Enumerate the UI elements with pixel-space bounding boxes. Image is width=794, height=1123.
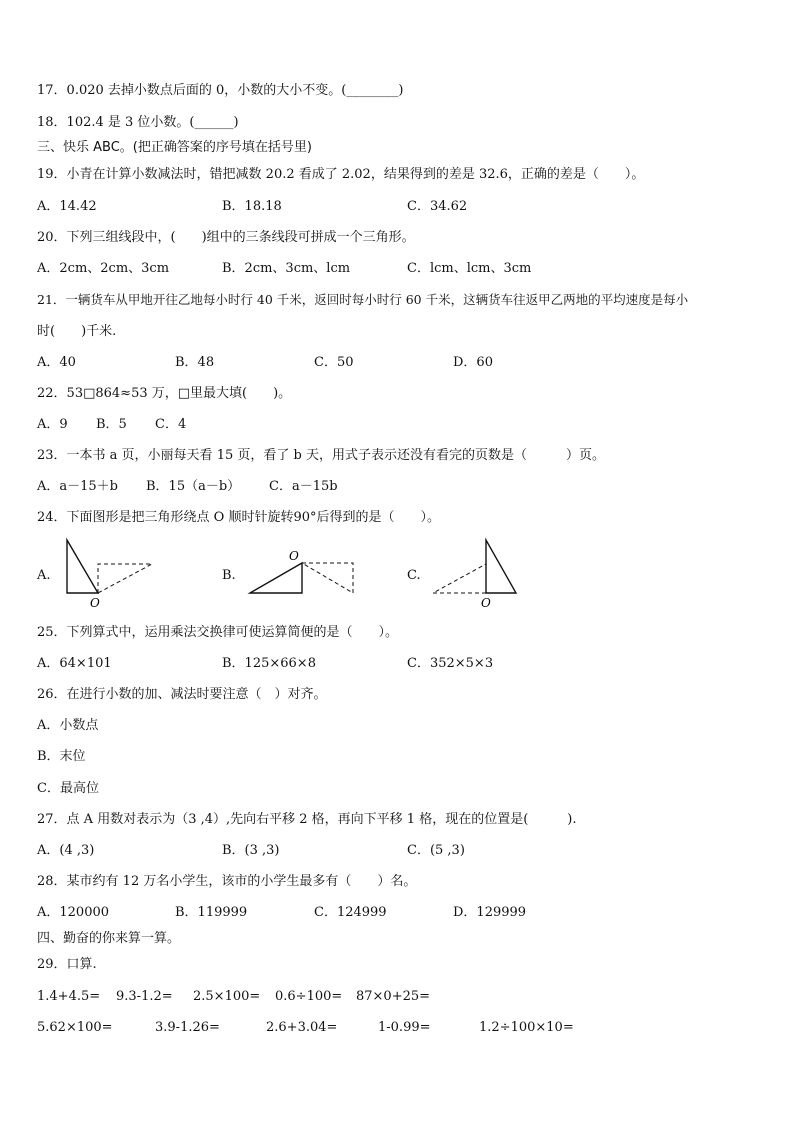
q20-option-b: B．2cm、3cm、lcm [222,261,351,276]
q24-figure-a [60,535,160,610]
q24-option-b: B. [222,568,236,583]
question-24-stem: 24．下面图形是把三角形绕点 O 顺时针旋转90°后得到的是（ ）。 [37,510,441,525]
q20-option-c: C．lcm、lcm、3cm [407,261,532,276]
section-3-heading: 三、快乐 ABC。(把正确答案的序号填在括号里) [37,140,312,155]
q20-option-a: A．2cm、2cm、3cm [37,261,170,276]
q23-option-c: C．a－15b [269,479,338,494]
calc-r2-c4: 1-0.99= [378,1020,431,1035]
q28-option-d: D．129999 [453,905,527,920]
q21-option-b: B．48 [175,355,215,370]
q24-option-a: A. [37,568,51,583]
calc-r1-c5: 87×0+25= [356,989,431,1004]
question-23-stem: 23．一本书 a 页，小丽每天看 15 页，看了 b 天，用式子表示还没有看完的页数是（ ）页。 [37,448,605,463]
q24-option-c: C. [407,568,421,583]
q25-option-a: A．64×101 [37,656,112,671]
question-20-stem: 20．下列三组线段中，( )组中的三条线段可拼成一个三角形。 [37,230,415,245]
calc-r2-c3: 2.6+3.04= [266,1020,338,1035]
q19-option-a: A．14.42 [37,199,97,214]
q24-point-o-a: O [90,596,100,610]
q28-option-a: A．120000 [37,905,110,920]
q25-option-b: B．125×66×8 [222,656,316,671]
q22-option-b: B．5 [96,417,127,432]
q24-point-o-c: O [481,596,491,610]
calc-r1-c1: 1.4+4.5= [37,989,101,1004]
q23-option-a: A．a－15＋b [37,479,119,494]
q27-option-a: A．(4 ,3) [37,843,95,858]
calc-r2-c2: 3.9-1.26= [155,1020,220,1035]
calc-r2-c1: 5.62×100= [37,1020,113,1035]
q28-option-c: C．124999 [314,905,387,920]
section-4-heading: 四、勤奋的你来算一算。 [37,931,181,946]
q25-option-c: C．352×5×3 [407,656,494,671]
q19-option-b: B．18.18 [222,199,282,214]
question-17: 17．0.020 去掉小数点后面的 0，小数的大小不变。(________) [37,83,404,98]
q21-option-d: D．60 [453,355,493,370]
calc-r2-c5: 1.2÷100×10= [479,1020,574,1035]
calc-r1-c3: 2.5×100= [193,989,261,1004]
question-22-stem: 22．53□864≈53 万，□里最大填( )。 [37,386,292,401]
question-21-stem-line1: 21．一辆货车从甲地开往乙地每小时行 40 千米，返回时每小时行 60 千米，这辆货车往返甲乙两地的平均速度是每小 [37,292,689,307]
q21-option-a: A．40 [37,355,76,370]
q19-option-c: C．34.62 [407,199,468,214]
q27-option-c: C．(5 ,3) [407,843,465,858]
q24-figure-b [245,548,360,598]
calc-r1-c4: 0.6÷100= [275,989,343,1004]
question-21-stem-line2: 时( )千米. [37,324,117,339]
question-18: 18．102.4 是 3 位小数。(______) [37,115,239,130]
q23-option-b: B．15（a－b） [146,479,241,494]
q24-point-o-b: O [289,549,299,563]
q24-figure-c [430,535,525,610]
q21-option-c: C．50 [314,355,354,370]
q22-option-c: C．4 [155,417,187,432]
question-25-stem: 25．下列算式中，运用乘法交换律可使运算简便的是（ ）。 [37,625,399,640]
q26-option-b: B．末位 [37,749,86,764]
question-27-stem: 27．点 A 用数对表示为（3 ,4）,先向右平移 2 格，再向下平移 1 格，现在的位置是( ). [37,812,577,827]
question-19-stem: 19．小青在计算小数减法时，错把减数 20.2 看成了 2.02，结果得到的差是 32.6，正确的差是（ ）。 [37,167,645,182]
q26-option-a: A．小数点 [37,718,99,733]
question-28-stem: 28．某市约有 12 万名小学生，该市的小学生最多有（ ）名。 [37,874,417,889]
q28-option-b: B．119999 [175,905,248,920]
q22-option-a: A．9 [37,417,68,432]
q27-option-b: B．(3 ,3) [222,843,280,858]
question-29-stem: 29．口算. [37,957,97,972]
calc-r1-c2: 9.3-1.2= [116,989,173,1004]
q26-option-c: C．最高位 [37,781,99,796]
question-26-stem: 26．在进行小数的加、减法时要注意（ ）对齐。 [37,687,327,702]
